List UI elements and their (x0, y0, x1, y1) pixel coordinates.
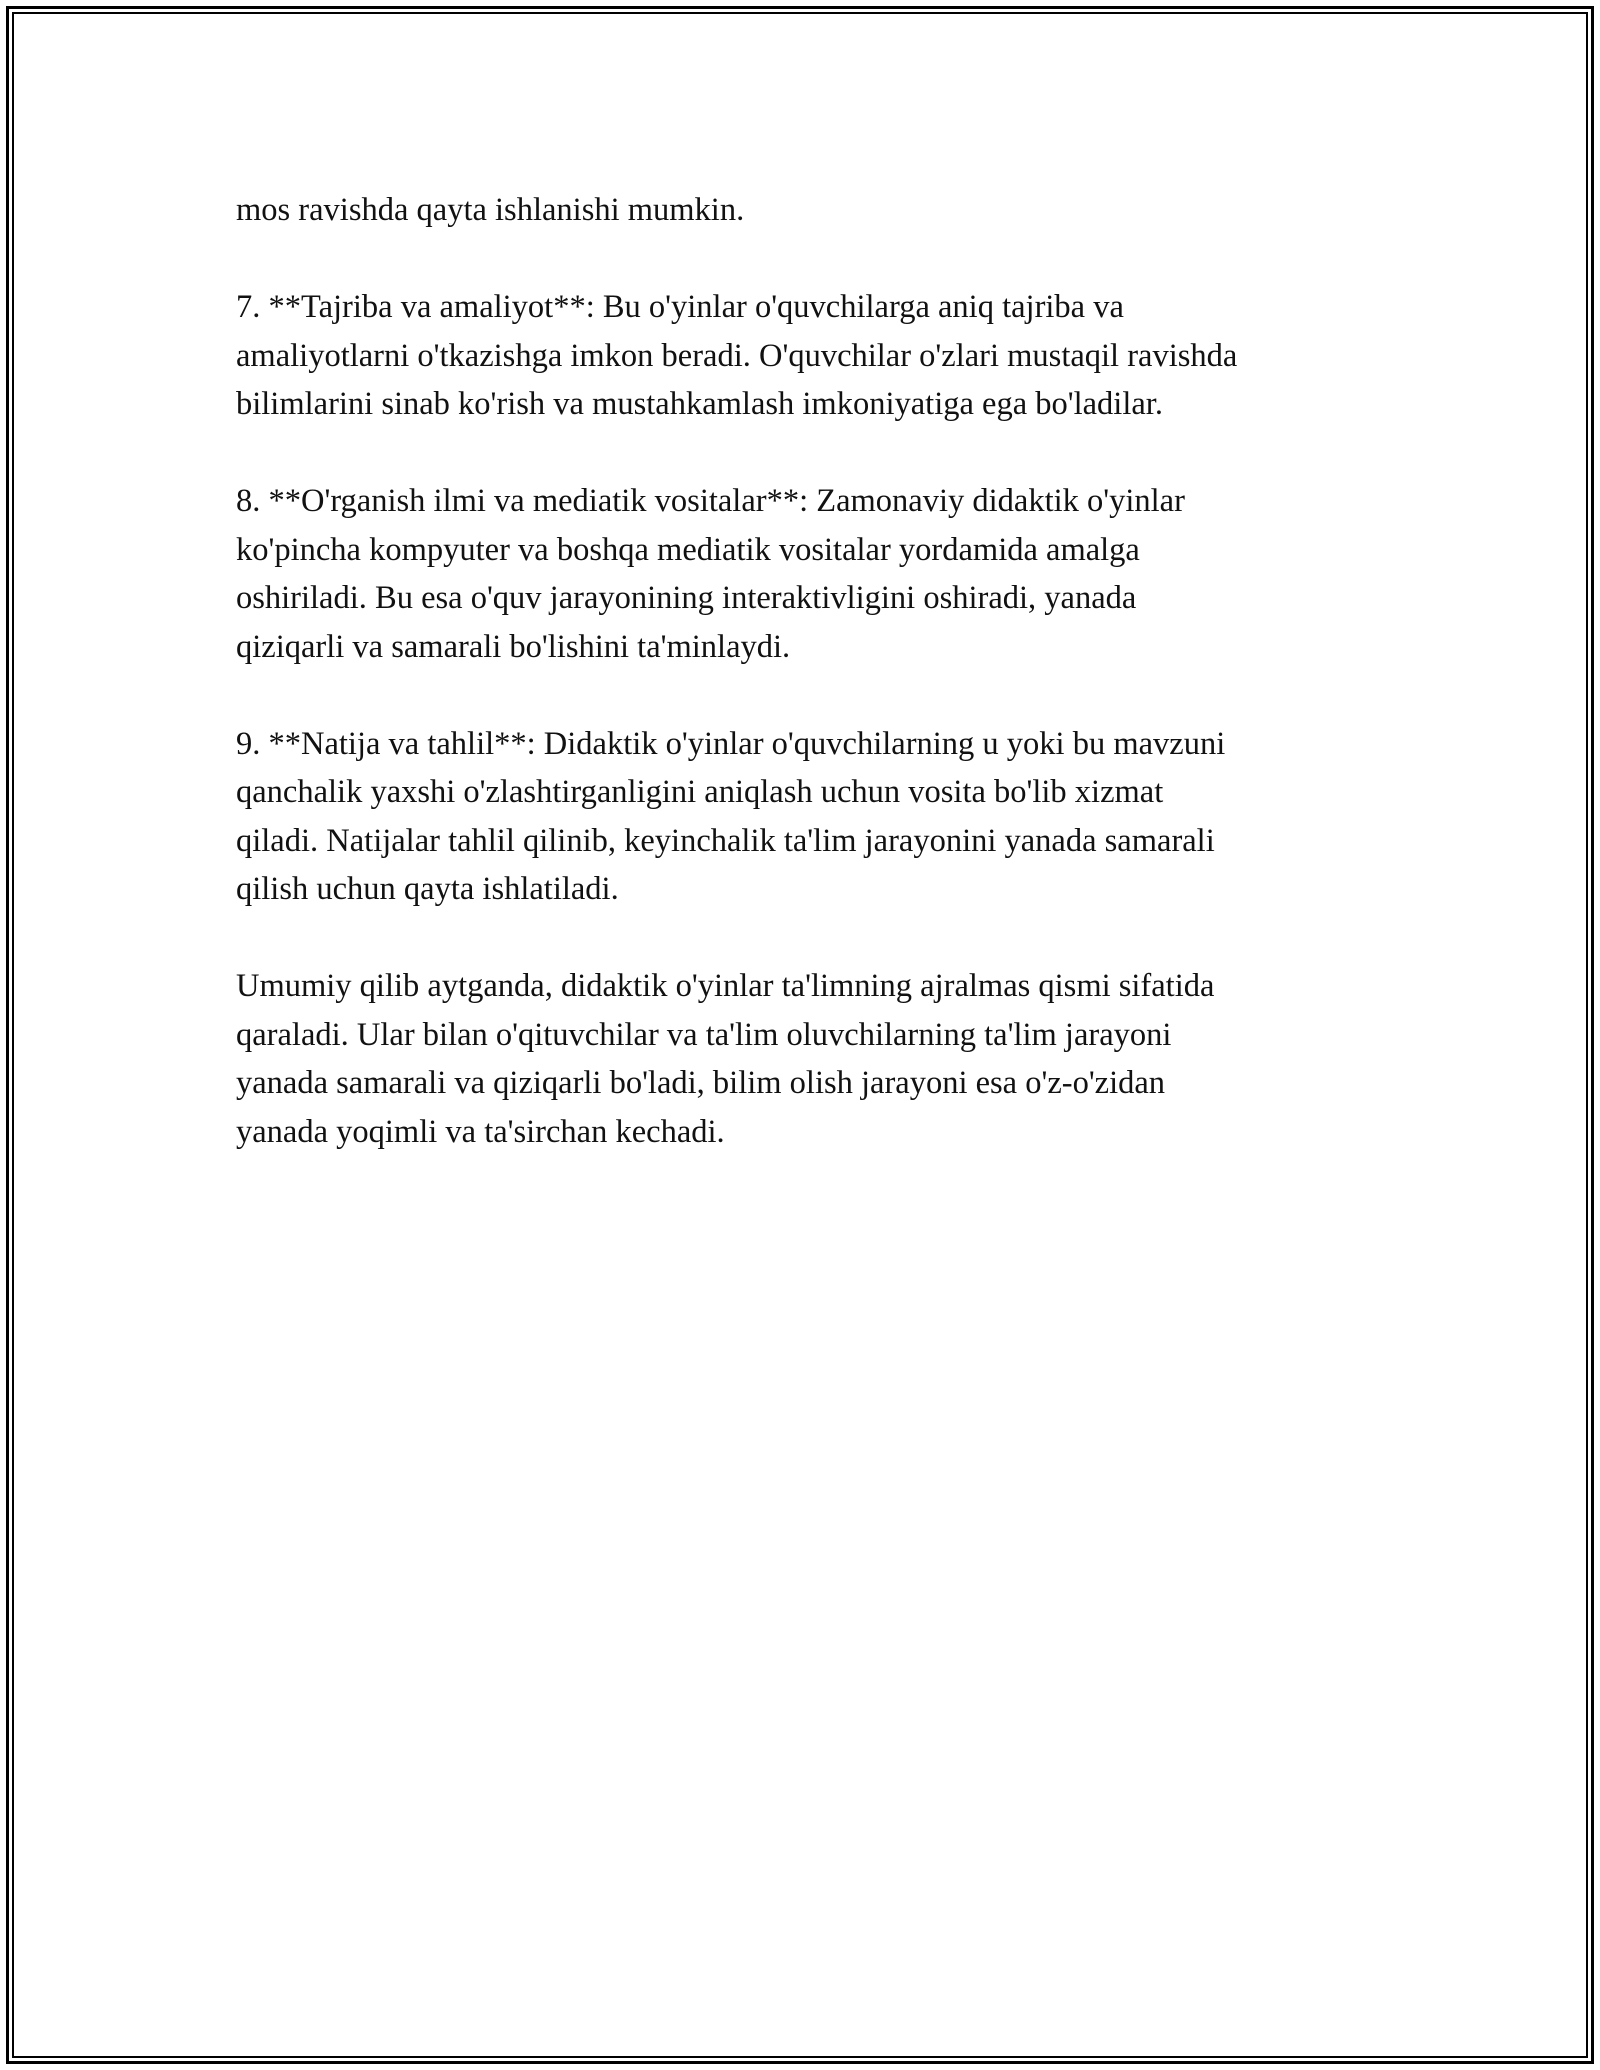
paragraph-item-8 (236, 477, 1396, 671)
text-line: qanchalik yaxshi o'zlashtirganligini aniqlash uchun vosita bo'lib xizmat (236, 774, 1164, 810)
text-line: qilish uchun qayta ishlatiladi. (236, 871, 619, 907)
text-line: bilimlarini sinab ko'rish va mustahkamlash imkoniyatiga ega bo'ladilar. (236, 386, 1163, 422)
text-line: 7. **Tajriba va amaliyot**: Bu o'yinlar o'quvchilarga aniq tajriba va (236, 289, 1124, 325)
text-line: 8. **O'rganish ilmi va mediatik vositalar**: Zamonaviy didaktik o'yinlar (236, 483, 1185, 519)
text-line: 9. **Natija va tahlil**: Didaktik o'yinlar o'quvchilarning u yoki bu mavzuni (236, 725, 1226, 762)
text-line: qaraladi. Ular bilan o'qituvchilar va ta'lim oluvchilarning ta'lim jarayoni (236, 1016, 1172, 1053)
text-line: yanada samarali va qiziqarli bo'ladi, bilim olish jarayoni esa o'z-o'zidan (236, 1065, 1166, 1101)
paragraph-continuation (236, 186, 1396, 235)
text-line: qiladi. Natijalar tahlil qilinib, keyinchalik ta'lim jarayonini yanada samarali (236, 822, 1215, 859)
text-line: yanada yoqimli va ta'sirchan kechadi. (236, 1113, 725, 1150)
document-body (236, 186, 1396, 1205)
paragraph-item-9 (236, 720, 1396, 914)
text-line: mos ravishda qayta ishlanishi mumkin. (236, 192, 745, 228)
paragraph-conclusion (236, 962, 1396, 1156)
text-line: Umumiy qilib aytganda, didaktik o'yinlar ta'limning ajralmas qismi sifatida (236, 968, 1215, 1004)
paragraph-item-7 (236, 283, 1396, 429)
text-line: oshiriladi. Bu esa o'quv jarayonining interaktivligini oshiradi, yanada (236, 580, 1137, 616)
text-line: qiziqarli va samarali bo'lishini ta'minlaydi. (236, 628, 791, 665)
text-line: amaliyotlarni o'tkazishga imkon beradi. O'quvchilar o'zlari mustaqil ravishda (236, 337, 1238, 374)
text-line: ko'pincha kompyuter va boshqa mediatik vositalar yordamida amalga (236, 531, 1140, 568)
